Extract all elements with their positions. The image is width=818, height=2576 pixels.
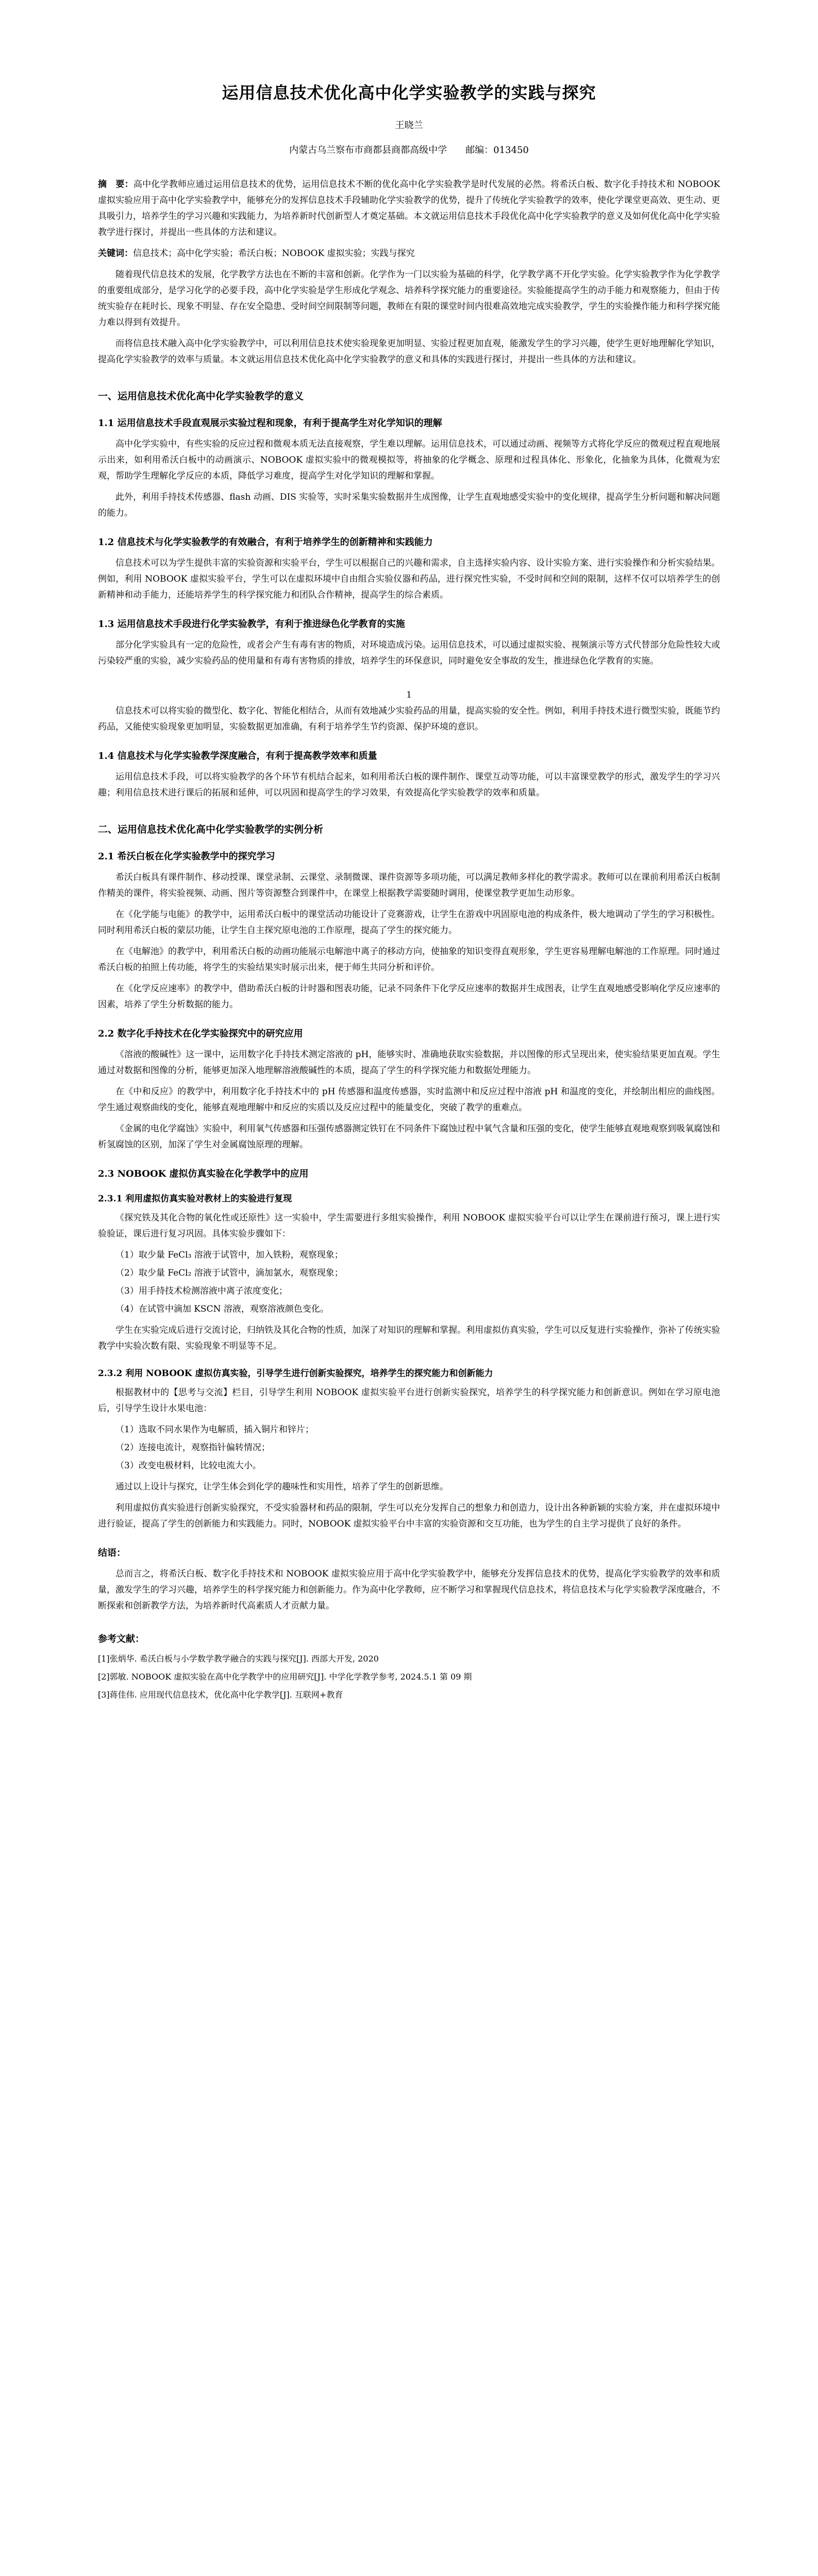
body-paragraph: 在《化学反应速率》的教学中，借助希沃白板的计时器和图表功能，记录不同条件下化学反应速率的数据并生成图表，让学生直观地感受影响化学反应速率的因素，培养了学生分析数据的能力。	[98, 984, 720, 1010]
reference-item: [3]蒋佳伟. 应用现代信息技术，优化高中化学教学[J]. 互联网+教育	[98, 1690, 343, 1700]
list-item: （2）取少量 FeCl₂ 溶液于试管中，滴加氯水，观察现象；	[115, 1268, 343, 1278]
author-name: 王晓兰	[395, 120, 423, 131]
abstract	[98, 177, 720, 241]
list-item: （4）在试管中滴加 KSCN 溶液，观察溶液颜色变化。	[115, 1304, 329, 1314]
intro-paragraph: 随着现代信息技术的发展，化学教学方法也在不断的丰富和创新。化学作为一门以实验为基础的科学，化学教学离不开化学实验。化学实验教学作为化学教学的重要组成部分，是学习化学的必要手段，高中化学实验是学生形成化学观念、培养科学探究能力的重要途径。实验能提高学生的动手能力和观察能力，但由于传统实验存在耗时长、现象不明显、存在安全隐患、受时间空间限制等问题，教师在有限的课堂时间内很难高效地完成实验教学，学生的实验操作能力和科学探究能力难以得到有效提升。	[98, 269, 720, 328]
body-paragraph: 《金属的电化学腐蚀》实验中，利用氧气传感器和压强传感器测定铁钉在不同条件下腐蚀过程中氧气含量和压强的变化，使学生能够直观地观察到吸氧腐蚀和析氢腐蚀的区别，加深了学生对金属腐蚀原理的理解。	[98, 1124, 720, 1150]
body-paragraph: 部分化学实验具有一定的危险性，或者会产生有毒有害的物质，对环境造成污染。运用信息技术，可以通过虚拟实验、视频演示等方式代替部分危险性较大或污染较严重的实验，减少实验药品的使用量和有毒有害物质的排放，培养学生的环保意识，同时避免安全事故的发生，推进绿色化学教育的实施。	[98, 640, 720, 666]
section-2-3-1-heading: 2.3.1 利用虚拟仿真实验对教材上的实验进行复现	[98, 1194, 292, 1204]
list-item: （1）取少量 FeCl₃ 溶液于试管中，加入铁粉，观察现象；	[115, 1250, 343, 1260]
body-paragraph: 在《中和反应》的教学中，利用数字化手持技术中的 pH 传感器和温度传感器，实时监测中和反应过程中溶液 pH 和温度的变化，并绘制出相应的曲线图。学生通过观察曲线的变化，能够直观地理解中和反应的实质以及反应过程中的能量变化，突破了教学的重难点。	[98, 1087, 720, 1113]
section-1-heading: 一、运用信息技术优化高中化学实验教学的意义	[98, 391, 304, 402]
section-1-1-heading: 1.1 运用信息技术手段直观展示实验过程和现象，有利于提高学生对化学知识的理解	[98, 418, 442, 429]
body-paragraph: 学生在实验完成后进行交流讨论，归纳铁及其化合物的性质，加深了对知识的理解和掌握。利用虚拟仿真实验，学生可以反复进行实验操作，弥补了传统实验教学中实验次数有限、实验现象不明显等不足。	[98, 1325, 720, 1351]
section-1-4-heading: 1.4 信息技术与化学实验教学深度融合，有利于提高教学效率和质量	[98, 751, 377, 761]
section-1-3-heading: 1.3 运用信息技术手段进行化学实验教学，有利于推进绿色化学教育的实施	[98, 619, 405, 630]
section-2-2-heading: 2.2 数字化手持技术在化学实验探究中的研究应用	[98, 1028, 303, 1039]
keywords-text: 信息技术；高中化学实验；希沃白板；NOBOOK 虚拟实验；实践与探究	[133, 248, 415, 259]
section-2-3-heading: 2.3 NOBOOK 虚拟仿真实验在化学教学中的应用	[98, 1168, 309, 1179]
section-2-heading: 二、运用信息技术优化高中化学实验教学的实例分析	[98, 824, 324, 835]
body-paragraph: 利用虚拟仿真实验进行创新实验探究，不受实验器材和药品的限制，学生可以充分发挥自己的想象力和创造力，设计出各种新颖的实验方案，并在虚拟环境中进行验证，提高了学生的创新能力和实践能力。同时，NOBOOK 虚拟实验平台中丰富的实验资源和交互功能，也为学生的自主学习提供了良好的条件。	[98, 1503, 720, 1529]
body-paragraph: 根据教材中的【思考与交流】栏目，引导学生利用 NOBOOK 虚拟实验平台进行创新实验探究，培养学生的科学探究能力和创新意识。例如在学习原电池后，引导学生设计水果电池：	[98, 1387, 720, 1414]
section-2-3-2-heading: 2.3.2 利用 NOBOOK 虚拟仿真实验，引导学生进行创新实验探究，培养学生的探究能力和创新能力	[98, 1368, 493, 1379]
keywords	[98, 246, 720, 262]
references-heading: 参考文献：	[98, 1634, 144, 1645]
section-1-2-heading: 1.2 信息技术与化学实验教学的有效融合，有利于培养学生的创新精神和实践能力	[98, 537, 433, 548]
experiment-steps-list	[115, 1247, 720, 1317]
body-paragraph: 高中化学实验中，有些实验的反应过程和微观本质无法直接观察，学生难以理解。运用信息技术，可以通过动画、视频等方式将化学反应的微观过程直观地展示出来，如利用希沃白板中的动画演示、NOBOOK 虚拟实验中的微观模拟等，将抽象的化学概念、原理和过程具体化、形象化，化抽象为具体，化微观为宏观，帮助学生理解化学反应的本质，降低学习难度，提高学生对化学知识的理解和掌握。	[98, 439, 720, 481]
conclusion-paragraph: 总而言之，将希沃白板、数字化手持技术和 NOBOOK 虚拟实验应用于高中化学实验教学中，能够充分发挥信息技术的优势，提高化学实验教学的效率和质量，激发学生的学习兴趣，培养学生的科学探究能力和创新能力。作为高中化学教师，应不断学习和掌握现代信息技术，将信息技术与化学实验教学深度融合，不断探索和创新教学方法，为培养新时代高素质人才贡献力量。	[98, 1569, 720, 1611]
body-paragraph: 信息技术可以为学生提供丰富的实验资源和实验平台，学生可以根据自己的兴趣和需求，自主选择实验内容、设计实验方案、进行实验操作和分析实验结果。例如，利用 NOBOOK 虚拟实验平台，学生可以在虚拟环境中自由组合实验仪器和药品，进行探究性实验，不受时间和空间的限制，这样不仅可以培养学生的创新精神和动手能力，还能培养学生的科学探究能力和团队合作精神，提高学生的综合素质。	[98, 558, 720, 600]
paper-title: 运用信息技术优化高中化学实验教学的实践与探究	[222, 83, 596, 103]
author-affiliation: 内蒙古乌兰察布市商都县商都高级中学 邮编：013450	[289, 145, 529, 156]
body-paragraph: 信息技术可以将实验的微型化、数字化、智能化相结合，从而有效地减少实验药品的用量，提高实验的安全性。例如，利用手持技术进行微型实验，既能节约药品，又能使实验现象更加明显，实验数据更加准确，有利于培养学生节约资源、保护环境的意识。	[98, 706, 720, 732]
keywords-label: 关键词：	[98, 248, 133, 259]
inline-page-marker: 1	[406, 690, 412, 700]
list-item: （3）用手持技术检测溶液中离子浓度变化；	[115, 1286, 288, 1296]
conclusion-heading: 结语：	[98, 1548, 126, 1558]
body-paragraph: 希沃白板具有课件制作、移动授课、课堂录制、云课堂、录制微课、课件资源等多项功能，可以满足教师多样化的教学需求。教师可以在课前利用希沃白板制作精美的课件，将实验视频、动画、图片等资源整合到课件中，在课堂上根据教学需要随时调用，使课堂教学更加生动形象。	[98, 872, 720, 899]
body-paragraph: 《溶液的酸碱性》这一课中，运用数字化手持技术测定溶液的 pH，能够实时、准确地获取实验数据，并以图像的形式呈现出来，使实验结果更加直观。学生通过对数据和图像的分析，能够更加深入地理解溶液酸碱性的本质，提高了学生的科学探究能力和数据处理能力。	[98, 1049, 720, 1076]
section-2-1-heading: 2.1 希沃白板在化学实验教学中的探究学习	[98, 851, 275, 862]
body-paragraph: 运用信息技术手段，可以将实验教学的各个环节有机结合起来，如利用希沃白板的课件制作、课堂互动等功能，可以丰富课堂教学的形式，激发学生的学习兴趣；利用信息技术进行课后的拓展和延伸，可以巩固和提高学生的学习效果，有效提高化学实验教学的效率和质量。	[98, 772, 720, 798]
body-paragraph: 此外，利用手持技术传感器、flash 动画、DIS 实验等，实时采集实验数据并生成图像，让学生直观地感受实验中的变化规律，提高学生分析问题和解决问题的能力。	[98, 492, 720, 518]
reference-item: [2]郭敏. NOBOOK 虚拟实验在高中化学教学中的应用研究[J]. 中学化学教学参考, 2024.5.1 第 09 期	[98, 1672, 472, 1682]
body-paragraph: 在《化学能与电能》的教学中，运用希沃白板中的课堂活动功能设计了竞赛游戏，让学生在游戏中巩固原电池的构成条件，极大地调动了学生的学习积极性。同时利用希沃白板的蒙层功能，让学生自主探究原电池的工作原理，提高了学生的探究能力。	[98, 909, 720, 936]
intro-paragraph: 而将信息技术融入高中化学实验教学中，可以利用信息技术使实验现象更加明显、实验过程更加直观，能激发学生的学习兴趣，使学生更好地理解化学知识，提高化学实验教学的效率与质量。本文就运用信息技术优化高中化学实验教学的意义和具体的实践进行探讨，并提出一些具体的方法和建议。	[98, 338, 720, 365]
list-item: （2）连接电流计，观察指针偏转情况；	[115, 1443, 270, 1453]
reference-item: [1]张炳华. 希沃白板与小学数学教学融合的实践与探究[J]. 西部大开发, 2020	[98, 1654, 379, 1664]
list-item: （3）改变电极材料，比较电流大小。	[115, 1461, 261, 1471]
abstract-label: 摘 要：	[98, 179, 133, 190]
abstract-text: 高中化学教师应通过运用信息技术的优势，运用信息技术不断的优化高中化学实验教学是时代发展的必然。将希沃白板、数字化手持技术和 NOBOOK 虚拟实验应用于高中化学实验教学中，能够充分的发挥信息技术手段辅助化学实验教学的优势，提升了传统化学实验教学的效率，使化学课堂更高效、更生动、更具吸引力，培养学生的学习兴趣和实践能力，为培养新时代创新型人才奠定基础。本文就运用信息技术手段优化高中化学实验教学的意义及如何优化高中化学实验教学进行探讨，并提出一些具体的方法和建议。	[98, 179, 720, 238]
paper-content	[98, 80, 720, 1705]
body-paragraph: 在《电解池》的教学中，利用希沃白板的动画功能展示电解池中离子的移动方向，使抽象的知识变得直观形象，学生更容易理解电解池的工作原理。同时通过希沃白板的拍照上传功能，将学生的实验结果实时展示出来，便于师生共同分析和评价。	[98, 946, 720, 973]
list-item: （1）选取不同水果作为电解质，插入铜片和锌片；	[115, 1425, 314, 1435]
body-paragraph: 《探究铁及其化合物的氧化性或还原性》这一实验中，学生需要进行多组实验操作，利用 NOBOOK 虚拟实验平台可以让学生在课前进行预习，课上进行实验验证，课后进行复习巩固。具体实验步骤如下：	[98, 1213, 720, 1239]
experiment-steps-list	[115, 1422, 720, 1474]
body-paragraph: 通过以上设计与探究，让学生体会到化学的趣味性和实用性，培养了学生的创新思维。	[115, 1482, 448, 1492]
